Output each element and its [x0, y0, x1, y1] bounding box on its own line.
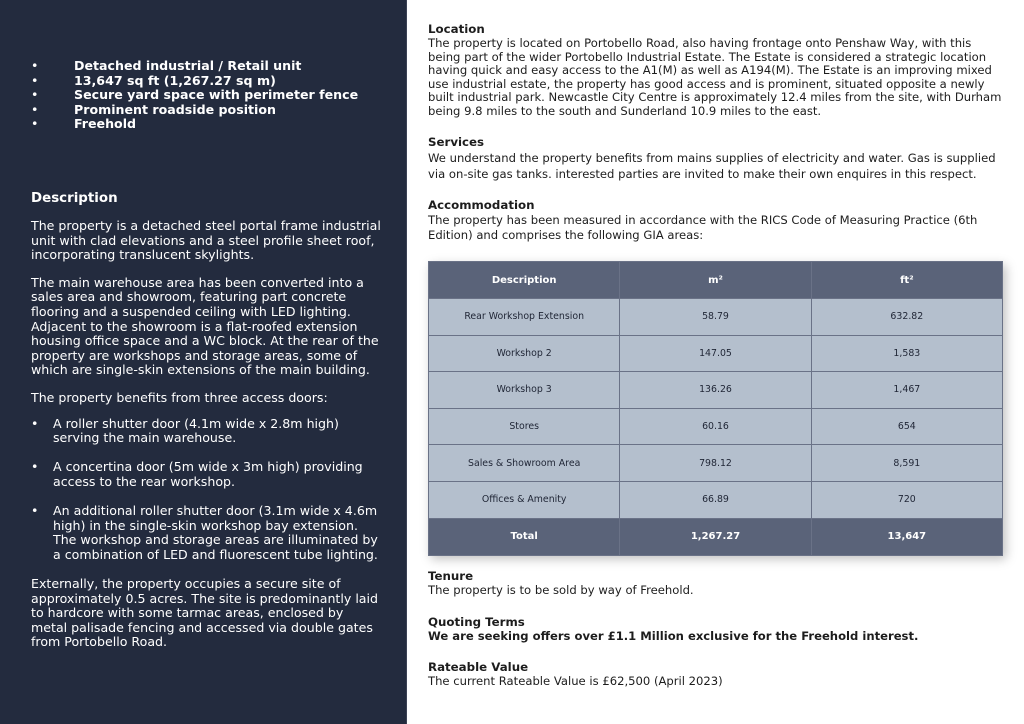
cell-sqft: 632.82 — [811, 299, 1002, 336]
cell-description: Stores — [429, 408, 620, 445]
key-point: • Detached industrial / Retail unit — [30, 59, 358, 74]
cell-description: Workshop 3 — [429, 372, 620, 409]
left-panel — [0, 0, 407, 724]
table-header-row — [429, 262, 1003, 299]
cell-sqm: 147.05 — [620, 335, 811, 372]
externally-paragraph: Externally, the property occupies a secure site of approximately 0.5 acres. The site is predominantly laid to hardcore with some tarmac areas, enclosed by metal palisade fencing and accessed via double gates from Portobello Road. — [31, 576, 379, 650]
cell-description: Workshop 2 — [429, 335, 620, 372]
table-row — [429, 408, 1003, 445]
key-point: • Secure yard space with perimeter fence — [30, 88, 358, 103]
location-text: The property is located on Portobello Road, also having frontage onto Penshaw Way, with this being part of the wider Portobello Industrial Estate. The Estate is considered a strategic location having quick and easy access to the A1(M) as well as A194(M). The Estate is an improving mixed use industrial estate, the property has good access and is prominent, situated opposite a newly built industrial park. Newcastle City Centre is approximately 12.4 miles from the site, with Durham being 9.8 miles to the south and Sunderland 10.9 miles to the east. — [428, 36, 1002, 118]
cell-sqm: 798.12 — [620, 445, 811, 482]
rateable-heading: Rateable Value — [428, 660, 529, 675]
cell-sqft: 1,583 — [811, 335, 1002, 372]
cell-description: Rear Workshop Extension — [429, 299, 620, 336]
cell-description: Sales & Showroom Area — [429, 445, 620, 482]
door-item: • A roller shutter door (4.1m wide x 2.8m high) serving the main warehouse. — [31, 417, 383, 446]
key-points-list — [30, 59, 358, 132]
quoting-text: We are seeking offers over £1.1 Million exclusive for the Freehold interest. — [428, 628, 919, 643]
cell-sqft: 720 — [811, 481, 1002, 518]
table-row — [429, 481, 1003, 518]
accommodation-text: The property has been measured in accordance with the RICS Code of Measuring Practice (6th Edition) and comprises the following GIA areas: — [428, 212, 978, 242]
access-doors-list — [31, 417, 383, 563]
table-row — [429, 445, 1003, 482]
header-sqm: m² — [620, 262, 811, 299]
door-item: • A concertina door (5m wide x 3m high) providing access to the rear workshop. — [31, 460, 383, 489]
location-heading: Location — [428, 22, 485, 36]
cell-sqft: 654 — [811, 408, 1002, 445]
accommodation-table-wrapper — [428, 261, 1003, 555]
description-paragraph: The property is a detached steel portal frame industrial unit with clad elevations and a steel profile sheet roof, incorporating translucent skylights. — [31, 218, 381, 263]
tenure-text: The property is to be sold by way of Freehold. — [428, 583, 694, 597]
description-paragraph: The main warehouse area has been converted into a sales area and showroom, featuring part concrete flooring and a suspended ceiling with LED lighting. Adjacent to the showroom is a flat-roofed extension housing office space and a WC block. At the rear of the property are workshops and storage areas, some of which are single-skin extensions of the main building. — [31, 274, 379, 378]
total-label: Total — [429, 518, 620, 555]
accommodation-heading: Accommodation — [428, 197, 535, 212]
tenure-heading: Tenure — [428, 569, 474, 583]
key-point: • Freehold — [30, 117, 358, 132]
cell-sqft: 8,591 — [811, 445, 1002, 482]
key-point: • Prominent roadside position — [30, 103, 358, 118]
cell-description: Offices & Amenity — [429, 481, 620, 518]
table-row — [429, 335, 1003, 372]
right-top-content — [428, 22, 1003, 243]
cell-sqm: 58.79 — [620, 299, 811, 336]
cell-sqft: 1,467 — [811, 372, 1002, 409]
cell-sqm: 66.89 — [620, 481, 811, 518]
total-sqm: 1,267.27 — [620, 518, 811, 555]
table-total-row — [429, 518, 1003, 555]
services-text: We understand the property benefits from mains supplies of electricity and water. Gas is supplied via on-site gas tanks. interested parties are invited to make their own enquires in this respect. — [428, 150, 996, 181]
header-sqft: ft² — [811, 262, 1002, 299]
services-heading: Services — [428, 134, 485, 149]
cell-sqm: 60.16 — [620, 408, 811, 445]
key-point: • 13,647 sq ft (1,267.27 sq m) — [30, 74, 358, 89]
description-heading: Description — [31, 191, 118, 206]
table-row — [429, 299, 1003, 336]
description-section — [31, 190, 383, 663]
total-sqft: 13,647 — [811, 518, 1002, 555]
cell-sqm: 136.26 — [620, 372, 811, 409]
door-item: • An additional roller shutter door (3.1m wide x 4.6m high) in the single-skin workshop bay extension. The workshop and storage areas are illuminated by a combination of LED and fluorescent tube lighting. — [31, 504, 383, 562]
quoting-heading: Quoting Terms — [428, 614, 525, 629]
header-description: Description — [429, 262, 620, 299]
accommodation-table — [428, 261, 1003, 556]
right-bottom-content — [428, 569, 1003, 689]
access-doors-intro: The property benefits from three access doors: — [31, 389, 328, 405]
table-row — [429, 372, 1003, 409]
rateable-text: The current Rateable Value is £62,500 (April 2023) — [428, 674, 723, 689]
